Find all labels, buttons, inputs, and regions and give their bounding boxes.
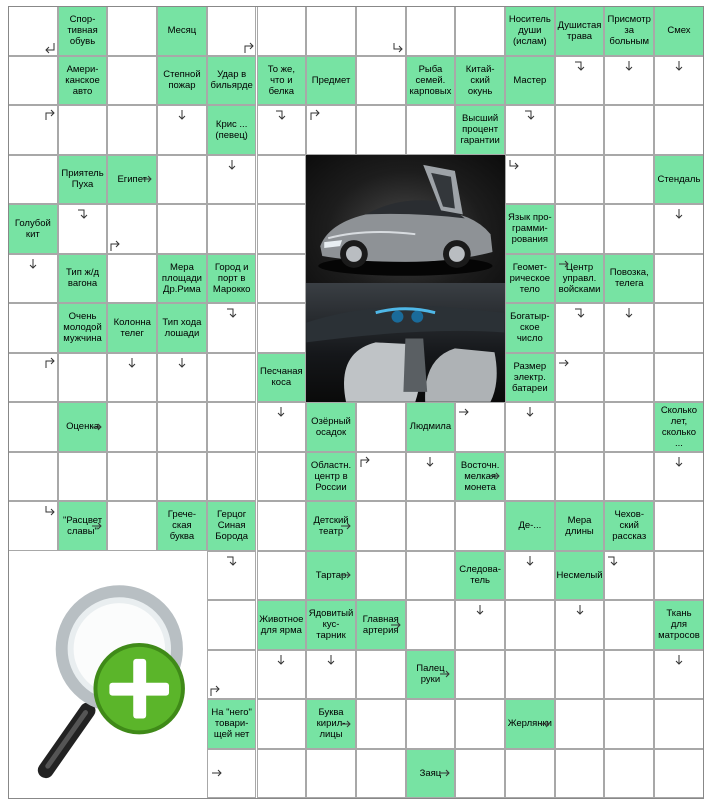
arrow-right-icon [340, 718, 352, 730]
arrow-right-icon [489, 470, 501, 482]
answer-cell[interactable] [555, 155, 605, 205]
clue-cell: Палец руки [406, 650, 456, 700]
clue-cell: Египет [107, 155, 157, 205]
arrow-down-icon [673, 208, 685, 220]
answer-cell[interactable] [257, 699, 307, 749]
arrow-down-icon [275, 654, 287, 666]
arrow-right-icon [340, 569, 352, 581]
arrow-down-icon [673, 456, 685, 468]
answer-cell[interactable] [8, 56, 58, 106]
answer-cell[interactable] [604, 452, 654, 502]
clue-cell: Язык про- грамми- рования [505, 204, 555, 254]
answer-cell[interactable] [8, 303, 58, 353]
answer-cell[interactable] [356, 699, 406, 749]
answer-cell[interactable] [306, 749, 356, 799]
answer-cell[interactable] [455, 6, 505, 56]
answer-cell[interactable] [654, 254, 704, 304]
clue-cell: Спор- тивная обувь [58, 6, 108, 56]
clue-cell: Несмелый [555, 551, 605, 601]
answer-cell[interactable] [555, 650, 605, 700]
arrow-up-right-icon [44, 357, 56, 369]
clue-cell: Оценка [58, 402, 108, 452]
clue-cell: Удар в бильярде [207, 56, 257, 106]
clue-cell: Амери- канское авто [58, 56, 108, 106]
arrow-down-icon [275, 406, 287, 418]
clue-cell: Де-... [505, 501, 555, 551]
clue-cell: Ткань для матросов [654, 600, 704, 650]
arrow-up-right-icon [44, 109, 56, 121]
answer-cell[interactable] [58, 105, 108, 155]
answer-cell[interactable] [257, 551, 307, 601]
answer-cell[interactable] [8, 452, 58, 502]
clue-cell: Жерлянки [505, 699, 555, 749]
arrow-right-icon [390, 619, 402, 631]
arrow-down-left-icon [44, 42, 56, 54]
arrow-down-right-corner-icon [574, 307, 586, 319]
clue-cell: Восточн. мелкая монета [455, 452, 505, 502]
answer-cell[interactable] [505, 600, 555, 650]
arrow-down-icon [176, 109, 188, 121]
arrow-down-right-corner-icon [226, 555, 238, 567]
answer-cell[interactable] [555, 699, 605, 749]
answer-cell[interactable] [604, 105, 654, 155]
arrow-down-right-corner-icon [226, 307, 238, 319]
answer-cell[interactable] [207, 402, 257, 452]
answer-cell[interactable] [107, 501, 157, 551]
answer-cell[interactable] [406, 105, 456, 155]
clue-cell: Заяц [406, 749, 456, 799]
clue-cell: Повозка, телега [604, 254, 654, 304]
answer-cell[interactable] [58, 353, 108, 403]
arrow-right-icon [211, 767, 223, 779]
magnifier-plus-icon[interactable] [8, 551, 207, 799]
arrow-right-icon [458, 406, 470, 418]
clue-cell: Колонна телег [107, 303, 157, 353]
arrow-up-right-icon [309, 109, 321, 121]
answer-cell[interactable] [654, 303, 704, 353]
arrow-down-icon [176, 357, 188, 369]
clue-cell: Следова- тель [455, 551, 505, 601]
answer-cell[interactable] [107, 452, 157, 502]
clue-cell: Крис ... (певец) [207, 105, 257, 155]
clue-cell: Мера длины [555, 501, 605, 551]
arrow-up-right-icon [243, 42, 255, 54]
arrow-down-right-icon [392, 42, 404, 54]
arrow-down-right-corner-icon [275, 109, 287, 121]
arrow-right-icon [91, 520, 103, 532]
answer-cell[interactable] [58, 452, 108, 502]
arrow-right-icon [558, 258, 570, 270]
answer-cell[interactable] [356, 501, 406, 551]
answer-cell[interactable] [455, 650, 505, 700]
arrow-right-icon [558, 357, 570, 369]
clue-cell: Песчаная коса [257, 353, 307, 403]
answer-cell[interactable] [654, 105, 704, 155]
answer-cell[interactable] [8, 402, 58, 452]
answer-cell[interactable] [257, 501, 307, 551]
answer-cell[interactable] [107, 56, 157, 106]
answer-cell[interactable] [257, 303, 307, 353]
answer-cell[interactable] [356, 749, 406, 799]
clue-cell: Богатыр- ское число [505, 303, 555, 353]
clue-cell: Буква кирил- лицы [306, 699, 356, 749]
clue-cell: Тартар [306, 551, 356, 601]
answer-cell[interactable] [604, 353, 654, 403]
arrow-down-icon [623, 307, 635, 319]
arrow-down-right-icon [44, 505, 56, 517]
arrow-down-icon [474, 604, 486, 616]
answer-cell[interactable] [157, 452, 207, 502]
clue-cell: Чехов- ский рассказ [604, 501, 654, 551]
arrow-right-icon [439, 668, 451, 680]
clue-cell: Животное для ярма [257, 600, 307, 650]
answer-cell[interactable] [356, 105, 406, 155]
clue-cell: "Расцвет славы" [58, 501, 108, 551]
answer-cell[interactable] [257, 254, 307, 304]
clue-cell: Город и порт в Марокко [207, 254, 257, 304]
answer-cell[interactable] [8, 155, 58, 205]
answer-cell[interactable] [157, 204, 207, 254]
clue-cell: Размер электр. батареи [505, 353, 555, 403]
arrow-down-icon [524, 406, 536, 418]
answer-cell[interactable] [107, 6, 157, 56]
answer-cell[interactable] [654, 551, 704, 601]
clue-cell: Предмет [306, 56, 356, 106]
answer-cell[interactable] [505, 749, 555, 799]
arrow-down-right-icon [508, 159, 520, 171]
clue-cell: Степной пожар [157, 56, 207, 106]
answer-cell[interactable] [356, 551, 406, 601]
arrow-down-icon [673, 654, 685, 666]
clue-cell: Тип хода лошади [157, 303, 207, 353]
answer-cell[interactable] [505, 650, 555, 700]
clue-cell: Герцог Синая Борода [207, 501, 257, 551]
clue-cell: Китай- ский окунь [455, 56, 505, 106]
clue-cell: Смех [654, 6, 704, 56]
answer-cell[interactable] [107, 402, 157, 452]
arrow-down-icon [126, 357, 138, 369]
clue-cell: Рыба семей. карповых [406, 56, 456, 106]
answer-cell[interactable] [306, 6, 356, 56]
answer-cell[interactable] [207, 204, 257, 254]
answer-cell[interactable] [257, 6, 307, 56]
clue-cell: На "него" товари- щей нет [207, 699, 257, 749]
answer-cell[interactable] [257, 204, 307, 254]
arrow-down-icon [325, 654, 337, 666]
clue-cell: Душистая трава [555, 6, 605, 56]
answer-cell[interactable] [157, 155, 207, 205]
clue-cell: Очень молодой мужчина [58, 303, 108, 353]
arrow-down-right-corner-icon [607, 555, 619, 567]
answer-cell[interactable] [654, 501, 704, 551]
answer-cell[interactable] [604, 749, 654, 799]
arrow-right-icon [340, 520, 352, 532]
clue-cell: Носитель души (ислам) [505, 6, 555, 56]
answer-cell[interactable] [455, 699, 505, 749]
answer-cell[interactable] [406, 600, 456, 650]
answer-cell[interactable] [455, 501, 505, 551]
clue-cell: Озёрный осадок [306, 402, 356, 452]
answer-cell[interactable] [107, 105, 157, 155]
answer-cell[interactable] [406, 501, 456, 551]
answer-cell[interactable] [356, 650, 406, 700]
answer-cell[interactable] [654, 353, 704, 403]
arrow-down-icon [27, 258, 39, 270]
clue-cell: Месяц [157, 6, 207, 56]
arrow-down-icon [226, 159, 238, 171]
arrow-right-icon [439, 767, 451, 779]
answer-cell[interactable] [207, 353, 257, 403]
clue-cell: Геомет- рическое тело [505, 254, 555, 304]
clue-cell: Центр управл. войсками [555, 254, 605, 304]
answer-cell[interactable] [406, 699, 456, 749]
clue-cell: Приятель Пуха [58, 155, 108, 205]
answer-cell[interactable] [604, 600, 654, 650]
arrow-right-icon [539, 718, 551, 730]
clue-cell: Сколько лет, сколько ... [654, 402, 704, 452]
clue-cell: Людмила [406, 402, 456, 452]
clue-cell: То же, что и белка [257, 56, 307, 106]
arrow-down-icon [574, 604, 586, 616]
answer-cell[interactable] [107, 254, 157, 304]
answer-cell[interactable] [604, 650, 654, 700]
clue-cell: Мастер [505, 56, 555, 106]
answer-cell[interactable] [207, 600, 257, 650]
answer-cell[interactable] [455, 749, 505, 799]
answer-cell[interactable] [555, 749, 605, 799]
arrow-right-icon [91, 421, 103, 433]
answer-cell[interactable] [654, 699, 704, 749]
answer-cell[interactable] [604, 155, 654, 205]
car-photo-interior [306, 283, 505, 402]
arrow-down-icon [524, 555, 536, 567]
answer-cell[interactable] [505, 452, 555, 502]
clue-cell: Главная артерия [356, 600, 406, 650]
answer-cell[interactable] [406, 551, 456, 601]
clue-cell: Областн. центр в России [306, 452, 356, 502]
arrow-up-right-icon [359, 456, 371, 468]
answer-cell[interactable] [257, 749, 307, 799]
arrow-down-icon [673, 60, 685, 72]
answer-cell[interactable] [157, 402, 207, 452]
answer-cell[interactable] [356, 56, 406, 106]
arrow-down-right-corner-icon [524, 109, 536, 121]
arrow-up-right-icon [109, 240, 121, 252]
clue-cell: Присмотр за больным [604, 6, 654, 56]
car-photo-exterior [306, 155, 505, 284]
clue-cell: Мера площади Др.Рима [157, 254, 207, 304]
answer-cell[interactable] [555, 452, 605, 502]
answer-cell[interactable] [356, 402, 406, 452]
answer-cell[interactable] [257, 155, 307, 205]
answer-cell[interactable] [406, 6, 456, 56]
clue-cell: Ядовитый кус- тарник [306, 600, 356, 650]
answer-cell[interactable] [555, 204, 605, 254]
arrow-up-right-icon [209, 685, 221, 697]
clue-cell: Стендаль [654, 155, 704, 205]
arrow-down-right-corner-icon [574, 60, 586, 72]
arrow-right-icon [141, 173, 153, 185]
answer-cell[interactable] [257, 452, 307, 502]
answer-cell[interactable] [654, 749, 704, 799]
arrow-down-right-corner-icon [77, 208, 89, 220]
answer-cell[interactable] [207, 452, 257, 502]
arrow-down-icon [424, 456, 436, 468]
arrow-down-icon [623, 60, 635, 72]
crossword-board [8, 6, 704, 799]
answer-cell[interactable] [604, 204, 654, 254]
clue-cell: Голубой кит [8, 204, 58, 254]
clue-cell: Детский театр [306, 501, 356, 551]
clue-cell: Грече- ская буква [157, 501, 207, 551]
answer-cell[interactable] [604, 402, 654, 452]
answer-cell[interactable] [555, 105, 605, 155]
answer-cell[interactable] [604, 699, 654, 749]
clue-cell: Тип ж/д вагона [58, 254, 108, 304]
clue-cell: Высший процент гарантии [455, 105, 505, 155]
answer-cell[interactable] [555, 402, 605, 452]
